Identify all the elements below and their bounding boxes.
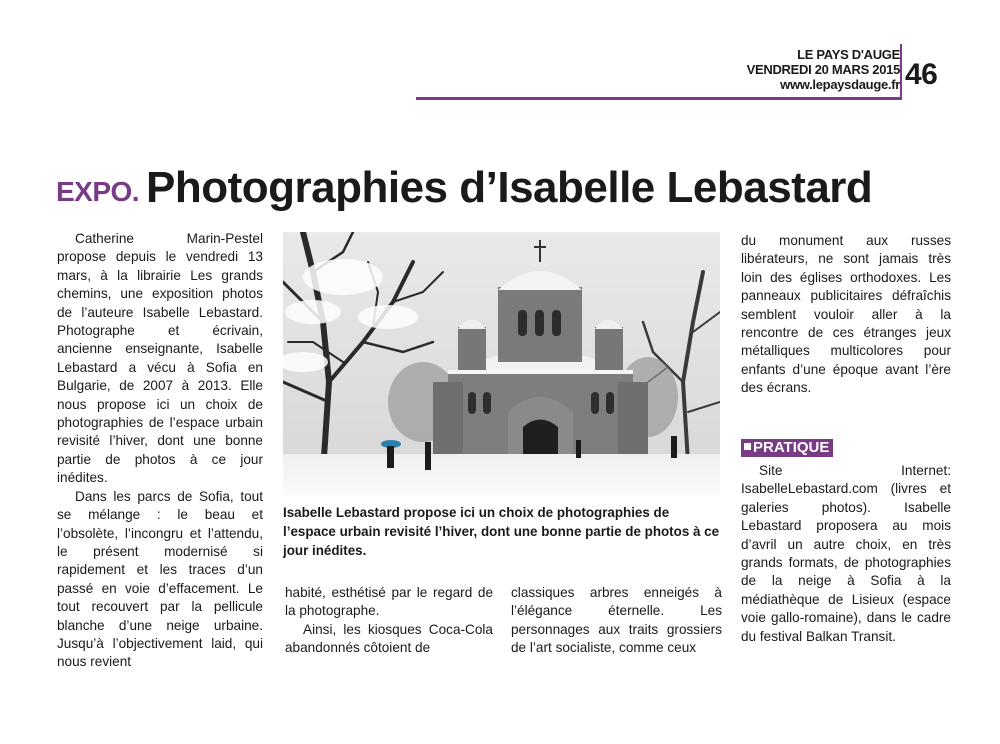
paragraph: du monument aux russes libérateurs, ne sont jamais très loin des églises orthodoxes. Les panneaux publicitaires défraîchis semblent vouloir aller à la rencontre de ces étranges jeux métalliques multicolores pour enfants d’une époque avant l’ère des écrans. xyxy=(741,233,951,396)
masthead-divider xyxy=(900,44,902,100)
header-rule xyxy=(416,97,902,100)
square-bullet-icon xyxy=(744,443,751,450)
pratique-text: Site Internet: IsabelleLebastard.com (livres et galeries photos). Isabelle Lebastard proposera au mois d’avril un autre choix, en très grands formats, de photographies de la neige à Sofia à la médiathèque de Lisieux (espace voie gallo-romaine), dans le cadre du festival Balkan Transit. xyxy=(741,463,951,644)
paragraph: classiques arbres enneigés à l’élégance éternelle. Les personnages aux traits grossiers de l’art socialiste, comme ceux xyxy=(511,585,722,656)
article-column-1 xyxy=(57,230,263,672)
masthead-paper-name: LE PAYS D'AUGE xyxy=(797,47,900,62)
masthead-website: www.lepaysdauge.fr xyxy=(780,77,900,92)
paragraph: Catherine Marin-Pestel propose depuis le vendredi 13 mars, à la librairie Les grands chemins, une exposition photos de l’auteure Isabelle Lebastard. Photographe et écrivain, ancienne enseignante, Isabelle Lebastard a vécu à Sofia en Bulgarie, de 2007 à 2013. Elle nous propose ici un choix de photographies de l’espace urbain revisité l’hiver, dont une bonne partie de photos à ce jour inédites. xyxy=(57,231,263,486)
paragraph: Ainsi, les kiosques Coca-Cola abandonnés côtoient de xyxy=(285,621,493,656)
section-kicker: EXPO. xyxy=(56,176,140,207)
masthead-date: VENDREDI 20 MARS 2015 xyxy=(746,62,900,77)
article-photo xyxy=(283,232,720,496)
article-column-4 xyxy=(741,232,951,398)
article-column-3 xyxy=(511,584,722,658)
paragraph: Dans les parcs de Sofia, tout se mélange : le beau et l’obsolète, l’incongru et l’attendu, le présent modernisé si rapidement et les traces d’un passé en voie d’effacement. Le tout recouvert par la pellicule blanche d’une neige urbaine. Jusqu’à l’objectivement laid, qui nous revient xyxy=(57,488,263,670)
masthead xyxy=(747,47,900,92)
page-number: 46 xyxy=(905,58,938,91)
paragraph: habité, esthétisé par le regard de la photographe. xyxy=(285,585,493,619)
church-in-snow-image xyxy=(283,232,720,496)
pratique-label-text: PRATIQUE xyxy=(753,439,830,456)
article-headline: Photographies d’Isabelle Lebastard xyxy=(146,163,873,212)
photo-caption: Isabelle Lebastard propose ici un choix de photographies de l’espace urbain revisité l’hiver, dont une bonne partie de photos à ce jour inédites. xyxy=(283,505,720,558)
pratique-label xyxy=(741,439,833,457)
article-column-2 xyxy=(285,584,493,658)
pratique-box xyxy=(741,462,951,646)
